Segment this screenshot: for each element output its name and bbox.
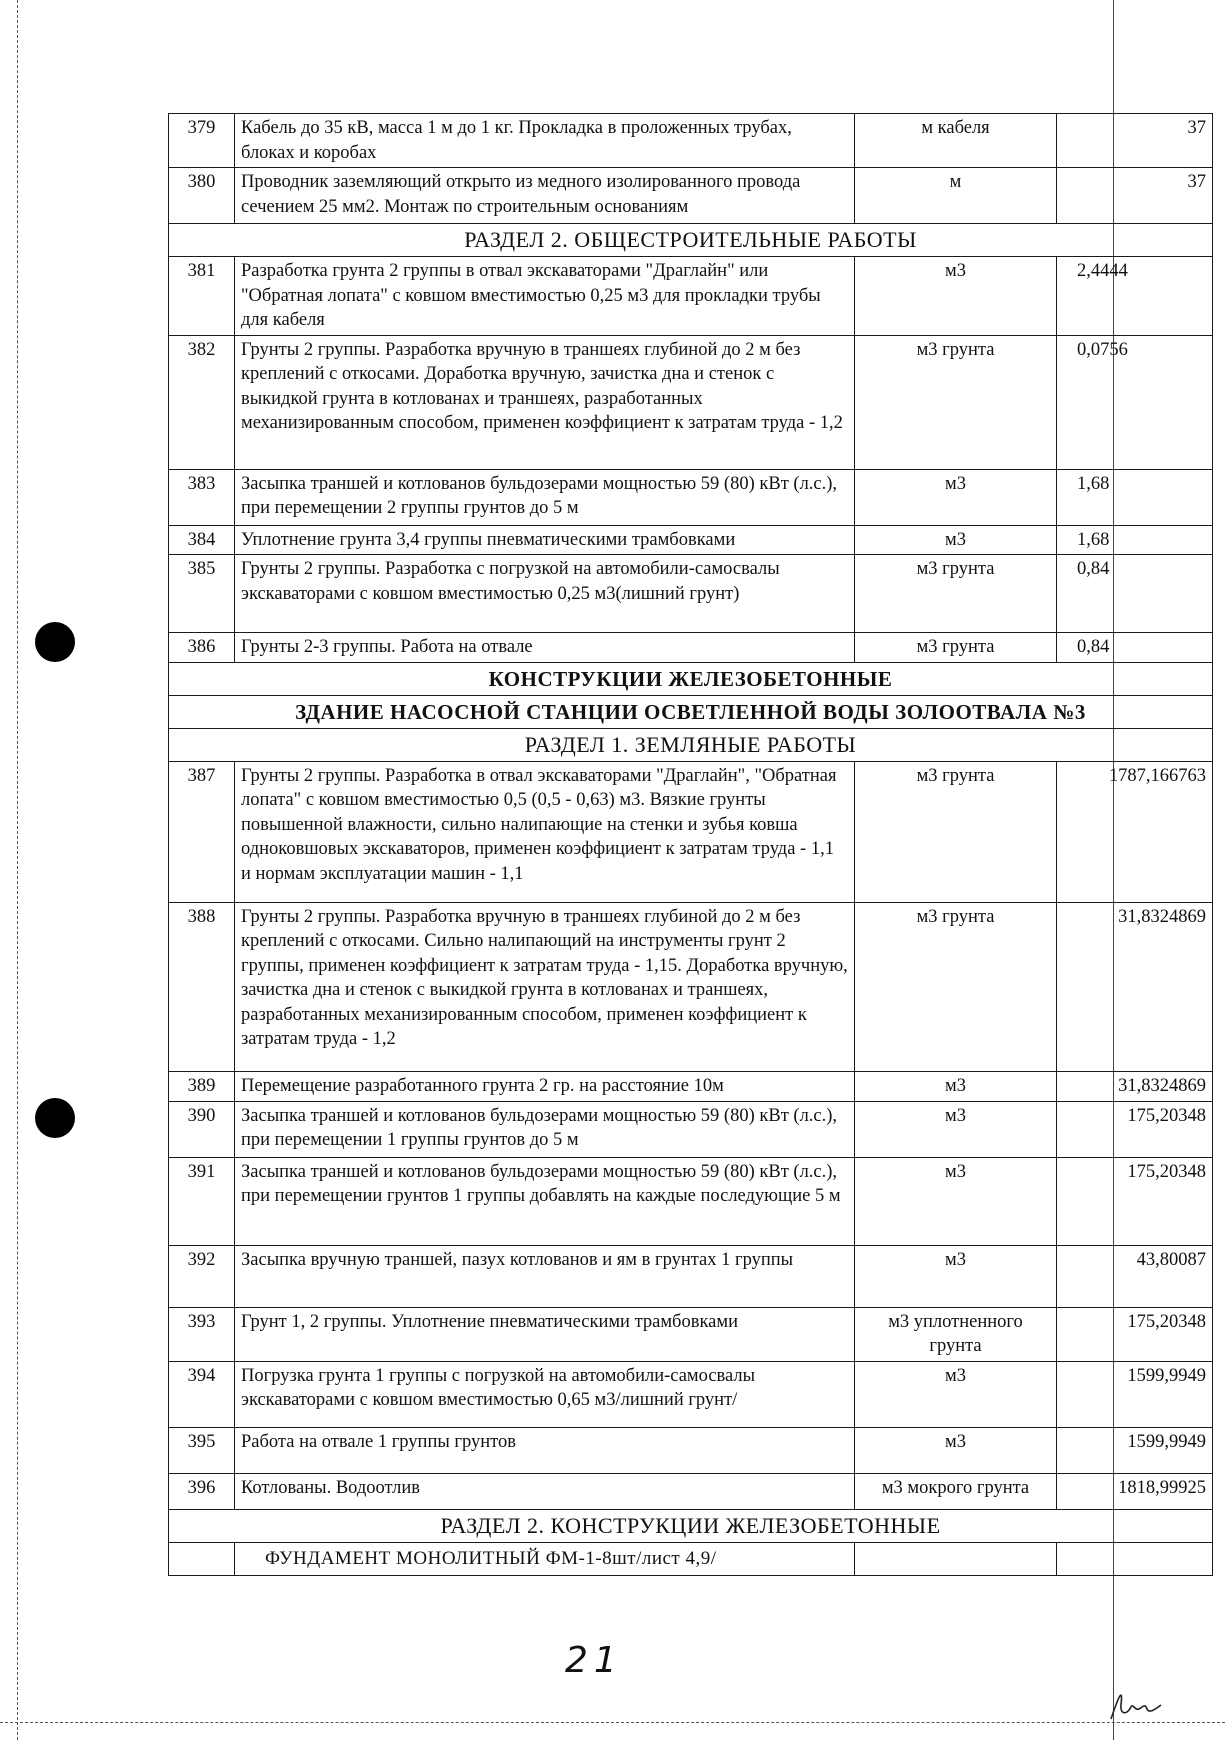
table-row xyxy=(169,1071,1213,1101)
item-quantity: 31,8324869 xyxy=(1057,902,1213,1071)
item-description: Работа на отвале 1 группы грунтов xyxy=(235,1427,855,1473)
item-number: 383 xyxy=(169,469,235,525)
item-unit: м3 xyxy=(855,257,1057,336)
item-unit: м3 грунта xyxy=(855,555,1057,633)
item-number: 385 xyxy=(169,555,235,633)
item-unit: м3 xyxy=(855,1245,1057,1307)
item-unit: м xyxy=(855,168,1057,224)
item-unit: м3 xyxy=(855,469,1057,525)
item-description: Котлованы. Водоотлив xyxy=(235,1473,855,1509)
scan-edge-bottom xyxy=(0,1722,1225,1723)
punch-hole-top xyxy=(35,622,75,662)
item-unit: м3 xyxy=(855,1157,1057,1245)
item-quantity: 2,4444 xyxy=(1057,257,1213,336)
item-quantity: 175,20348 xyxy=(1057,1307,1213,1361)
table-row xyxy=(169,1101,1213,1157)
item-quantity: 1787,166763 xyxy=(1057,761,1213,902)
item-number: 384 xyxy=(169,525,235,555)
subsection-quantity-cell xyxy=(1057,1542,1213,1575)
table-row xyxy=(169,1473,1213,1509)
item-description: Грунты 2 группы. Разработка вручную в траншеях глубиной до 2 м без креплений с откосами. Сильно налипающий на инструменты грунт 2 группы, применен коэффициент к затратам труда - 1,15. Доработка вручную, зачистка дна и стенок с выкидкой грунта в котлованах и траншеях, разработанных механизированным способом, применен коэффициент к затратам труда - 1,2 xyxy=(235,902,855,1071)
table-row xyxy=(169,633,1213,663)
table-row xyxy=(169,168,1213,224)
item-description: Грунты 2 группы. Разработка вручную в траншеях глубиной до 2 м без креплений с откосами. Доработка вручную, зачистка дна и стенок с выкидкой грунта в котлованах и траншеях, разработанных механизированным способом, применен коэффициент к затратам труда - 1,2 xyxy=(235,335,855,469)
item-unit: м3 xyxy=(855,1361,1057,1427)
item-number: 387 xyxy=(169,761,235,902)
subsection-title: ФУНДАМЕНТ МОНОЛИТНЫЙ ФМ-1-8шт/лист 4,9/ xyxy=(235,1542,855,1575)
item-quantity: 1818,99925 xyxy=(1057,1473,1213,1509)
table-row xyxy=(169,1307,1213,1361)
table-row xyxy=(169,555,1213,633)
item-number: 396 xyxy=(169,1473,235,1509)
item-description: Кабель до 35 кВ, масса 1 м до 1 кг. Прокладка в проложенных трубах, блоках и коробах xyxy=(235,114,855,168)
section-title: РАЗДЕЛ 2. КОНСТРУКЦИИ ЖЕЛЕЗОБЕТОННЫЕ xyxy=(169,1509,1213,1542)
subsection-unit-cell xyxy=(855,1542,1057,1575)
item-description: Грунты 2-3 группы. Работа на отвале xyxy=(235,633,855,663)
item-quantity: 0,84 xyxy=(1057,633,1213,663)
item-quantity: 37 xyxy=(1057,114,1213,168)
table-row xyxy=(169,902,1213,1071)
item-number: 390 xyxy=(169,1101,235,1157)
item-quantity: 0,0756 xyxy=(1057,335,1213,469)
table-row xyxy=(169,469,1213,525)
item-number: 391 xyxy=(169,1157,235,1245)
signature-mark xyxy=(1105,1685,1165,1725)
section-title: ЗДАНИЕ НАСОСНОЙ СТАНЦИИ ОСВЕТЛЕННОЙ ВОДЫ ЗОЛООТВАЛА №3 xyxy=(169,695,1213,728)
item-description: Погрузка грунта 1 группы с погрузкой на автомобили-самосвалы экскаваторами с ковшом вместимостью 0,65 м3/лишний грунт/ xyxy=(235,1361,855,1427)
item-quantity: 37 xyxy=(1057,168,1213,224)
item-quantity: 1,68 xyxy=(1057,469,1213,525)
item-description: Уплотнение грунта 3,4 группы пневматическими трамбовками xyxy=(235,525,855,555)
table-row xyxy=(169,1361,1213,1427)
item-unit: м3 уплотненного грунта xyxy=(855,1307,1057,1361)
table-row xyxy=(169,1157,1213,1245)
section-title: РАЗДЕЛ 1. ЗЕМЛЯНЫЕ РАБОТЫ xyxy=(169,728,1213,761)
item-number: 392 xyxy=(169,1245,235,1307)
item-quantity: 1,68 xyxy=(1057,525,1213,555)
subsection-row xyxy=(169,1542,1213,1575)
item-quantity: 175,20348 xyxy=(1057,1157,1213,1245)
item-number: 388 xyxy=(169,902,235,1071)
item-description: Перемещение разработанного грунта 2 гр. на расстояние 10м xyxy=(235,1071,855,1101)
item-number: 395 xyxy=(169,1427,235,1473)
table-row xyxy=(169,114,1213,168)
table-row xyxy=(169,1245,1213,1307)
item-quantity: 1599,9949 xyxy=(1057,1361,1213,1427)
section-header-row xyxy=(169,695,1213,728)
punch-hole-bottom xyxy=(35,1098,75,1138)
scan-edge-left xyxy=(17,0,18,1740)
item-number: 382 xyxy=(169,335,235,469)
section-header-row xyxy=(169,662,1213,695)
item-unit: м3 грунта xyxy=(855,335,1057,469)
item-number: 393 xyxy=(169,1307,235,1361)
item-unit: м3 xyxy=(855,525,1057,555)
table-row xyxy=(169,1427,1213,1473)
estimate-table xyxy=(168,113,1213,1576)
item-description: Грунт 1, 2 группы. Уплотнение пневматическими трамбовками xyxy=(235,1307,855,1361)
item-number: 381 xyxy=(169,257,235,336)
item-description: Засыпка траншей и котлованов бульдозерами мощностью 59 (80) кВт (л.с.), при перемещении 2 группы грунтов до 5 м xyxy=(235,469,855,525)
item-unit: м3 грунта xyxy=(855,902,1057,1071)
page-number: 21 xyxy=(565,1640,623,1681)
section-title: КОНСТРУКЦИИ ЖЕЛЕЗОБЕТОННЫЕ xyxy=(169,662,1213,695)
item-description: Засыпка траншей и котлованов бульдозерами мощностью 59 (80) кВт (л.с.), при перемещении грунтов 1 группы добавлять на каждые последующие 5 м xyxy=(235,1157,855,1245)
item-quantity: 31,8324869 xyxy=(1057,1071,1213,1101)
item-description: Грунты 2 группы. Разработка в отвал экскаваторами "Драглайн", "Обратная лопата" с ковшом вместимостью 0,5 (0,5 - 0,63) м3. Вязкие грунты повышенной влажности, сильно налипающие на стенки и зубья ковша одноковшовых экскаваторов, применен коэффициент к затратам труда - 1,1 и нормам эксплуатации машин - 1,1 xyxy=(235,761,855,902)
table-row xyxy=(169,257,1213,336)
item-unit: м3 xyxy=(855,1101,1057,1157)
item-description: Засыпка траншей и котлованов бульдозерами мощностью 59 (80) кВт (л.с.), при перемещении 1 группы грунтов до 5 м xyxy=(235,1101,855,1157)
item-unit: м кабеля xyxy=(855,114,1057,168)
item-unit: м3 xyxy=(855,1071,1057,1101)
table-row xyxy=(169,525,1213,555)
item-unit: м3 грунта xyxy=(855,761,1057,902)
section-header-row xyxy=(169,1509,1213,1542)
item-quantity: 1599,9949 xyxy=(1057,1427,1213,1473)
item-description: Грунты 2 группы. Разработка с погрузкой на автомобили-самосвалы экскаваторами с ковшом вместимостью 0,25 м3(лишний грунт) xyxy=(235,555,855,633)
subsection-number-cell xyxy=(169,1542,235,1575)
item-number: 386 xyxy=(169,633,235,663)
section-title: РАЗДЕЛ 2. ОБЩЕСТРОИТЕЛЬНЫЕ РАБОТЫ xyxy=(169,224,1213,257)
item-number: 379 xyxy=(169,114,235,168)
item-description: Разработка грунта 2 группы в отвал экскаваторами "Драглайн" или "Обратная лопата" с ковшом вместимостью 0,25 м3 для прокладки трубы для кабеля xyxy=(235,257,855,336)
item-quantity: 175,20348 xyxy=(1057,1101,1213,1157)
table-row xyxy=(169,761,1213,902)
item-unit: м3 грунта xyxy=(855,633,1057,663)
item-quantity: 43,80087 xyxy=(1057,1245,1213,1307)
item-description: Проводник заземляющий открыто из медного изолированного провода сечением 25 мм2. Монтаж по строительным основаниям xyxy=(235,168,855,224)
item-number: 394 xyxy=(169,1361,235,1427)
table-row xyxy=(169,335,1213,469)
item-unit: м3 xyxy=(855,1427,1057,1473)
item-quantity: 0,84 xyxy=(1057,555,1213,633)
item-unit: м3 мокрого грунта xyxy=(855,1473,1057,1509)
item-number: 380 xyxy=(169,168,235,224)
section-header-row xyxy=(169,728,1213,761)
item-description: Засыпка вручную траншей, пазух котлованов и ям в грунтах 1 группы xyxy=(235,1245,855,1307)
item-number: 389 xyxy=(169,1071,235,1101)
section-header-row xyxy=(169,224,1213,257)
